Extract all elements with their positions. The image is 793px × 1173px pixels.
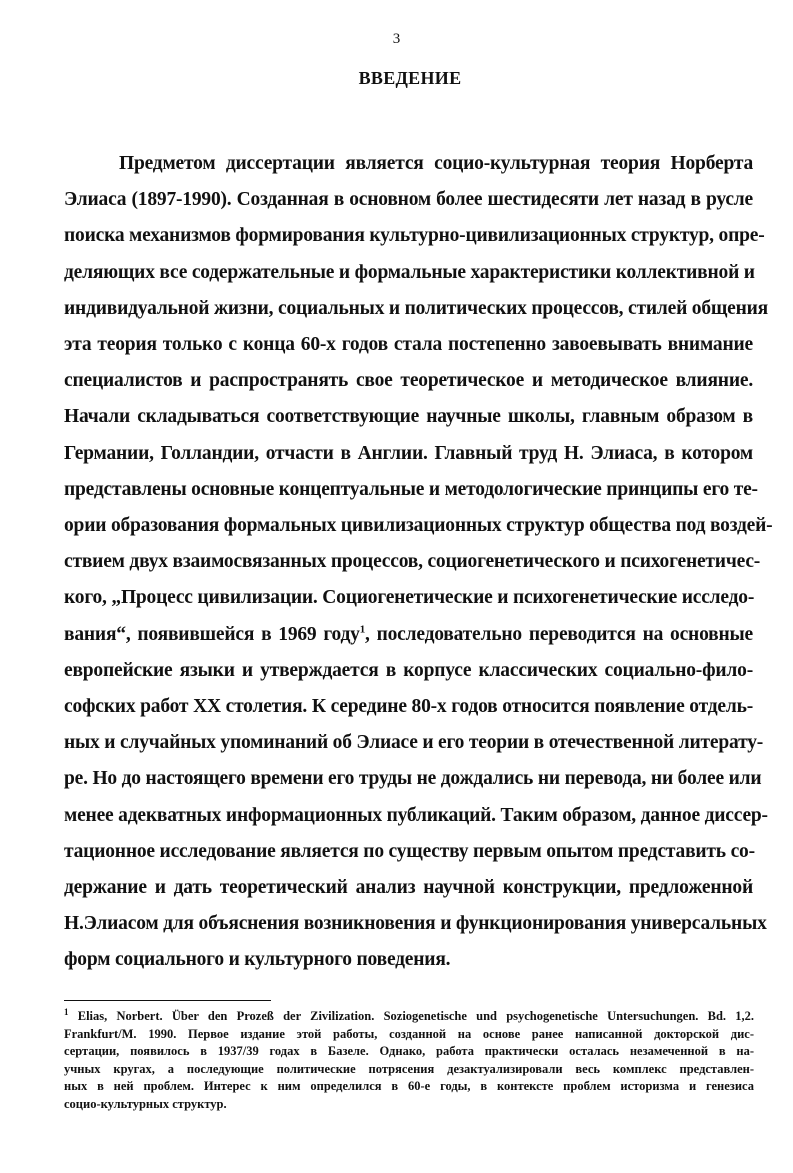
paragraph-line: Предметом диссертации является социо-культурная теория Норберта	[119, 153, 753, 174]
paragraph-line: европейские языки и утверждается в корпусе классических социально-фило-	[64, 659, 753, 681]
paragraph-line: представлены основные концептуальные и методологические принципы его те-	[64, 478, 758, 500]
paragraph-line: тационное исследование является по существу первым опытом представить со-	[64, 840, 755, 862]
paragraph-line: ре. Но до настоящего времени его труды не дождались ни перевода, ни более или	[64, 768, 762, 790]
paragraph-line: специалистов и распространять свое теоретическое и методическое влияние.	[64, 370, 753, 392]
footnote-citation: Elias, Norbert. Über den Prozeß der Zivilization. Soziogenetische und psychogenetische Untersuchungen. Bd. 1,2.	[77, 1009, 755, 1023]
footnote-divider	[64, 1000, 271, 1001]
footnote-marker: 1	[64, 1006, 69, 1017]
line-text: , последовательно переводится на основные	[365, 623, 753, 645]
paragraph-line: Начали складываться соответствующие научные школы, главным образом в	[64, 406, 753, 428]
page-title: ВВЕДЕНИЕ	[358, 68, 462, 88]
line-text: вания“, появившейся в 1969 году	[64, 623, 360, 645]
paragraph-line: держание и дать теоретический анализ научной конструкции, предложенной	[64, 877, 753, 899]
paragraph-line: ствием двух взаимосвязанных процессов, социогенетического и психогенетичес-	[64, 551, 761, 573]
paragraph-line: Н.Элиасом для объяснения возникновения и функционирования универсальных	[64, 913, 767, 935]
footnote-line	[64, 1008, 754, 1026]
footnote-line: учных кругах, а последующие политические потрясения дезактуализировали весь комплекс представлен-	[64, 1061, 754, 1076]
main-paragraph	[64, 146, 773, 979]
footnote-line: социо-культурных структур.	[64, 1096, 227, 1111]
paragraph-line: индивидуальной жизни, социальных и политических процессов, стилей общения	[64, 297, 769, 319]
paragraph-line: Германии, Голландии, отчасти в Англии. Главный труд Н. Элиаса, в котором	[64, 442, 753, 464]
footnote-reference[interactable]: 1	[359, 623, 366, 636]
paragraph-line: эта теория только с конца 60-х годов стала постепенно завоевывать внимание	[64, 334, 753, 356]
paragraph-line: софских работ XX столетия. К середине 80-х годов относится появление отдель-	[64, 696, 753, 718]
footnote-line: ных в ней проблем. Интерес к ним определился в 60-е годы, в контексте проблем историзма и генезиса	[64, 1079, 754, 1093]
paragraph-line-with-footnote-ref	[64, 617, 753, 653]
paragraph-line: ных и случайных упоминаний об Элиасе и его теории в отечественной литерату-	[64, 732, 764, 754]
footnote-line: Frankfurt/M. 1990. Первое издание этой работы, созданной на основе ранее написанной докторской дис-	[64, 1026, 754, 1041]
page-number: 3	[392, 31, 401, 47]
footnote	[64, 1008, 754, 1113]
paragraph-line: форм социального и культурного поведения.	[64, 949, 451, 971]
paragraph-line: ории образования формальных цивилизационных структур общества под воздей-	[64, 515, 773, 537]
paragraph-line: поиска механизмов формирования культурно-цивилизационных структур, опре-	[64, 225, 765, 247]
paragraph-line: деляющих все содержательные и формальные характеристики коллективной и	[64, 261, 755, 283]
paragraph-line: кого, „Процесс цивилизации. Социогенетические и психогенетические исследо-	[64, 587, 755, 609]
footnote-line: сертации, появилось в 1937/39 годах в Базеле. Однако, работа практически осталась незамеченной в на-	[64, 1044, 754, 1058]
paragraph-line: менее адекватных информационных публикаций. Таким образом, данное диссер-	[64, 804, 768, 826]
paragraph-line: Элиаса (1897-1990). Созданная в основном более шестидесяти лет назад в русле	[64, 189, 753, 211]
